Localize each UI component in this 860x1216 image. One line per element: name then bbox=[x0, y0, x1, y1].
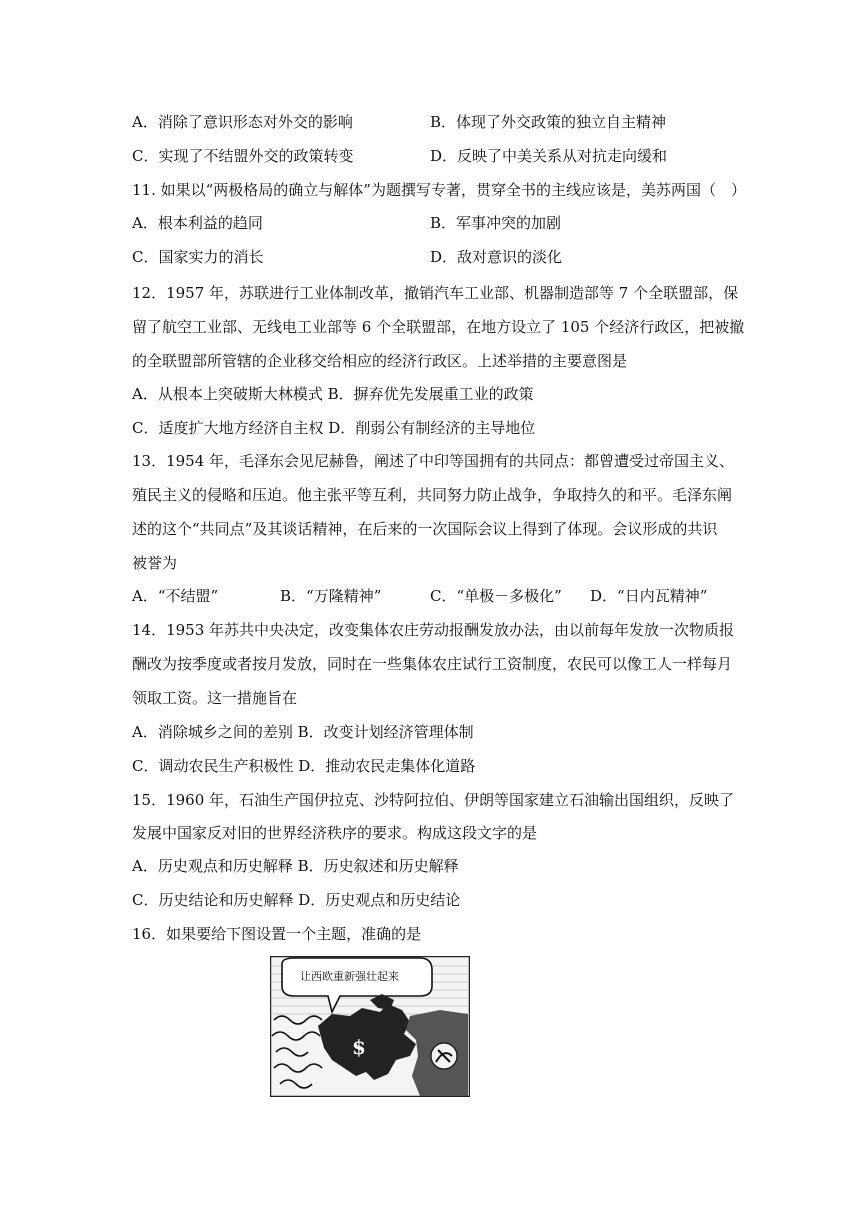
q14-options-ab: A．消除城乡之间的差别 B．改变计划经济管理体制 bbox=[132, 723, 474, 741]
q14-stem-line-2: 酬改为按季度或者按月发放，同时在一些集体农庄试行工资制度，农民可以像工人一样每月 bbox=[132, 655, 733, 673]
q16-stem: 16．如果要给下图设置一个主题，准确的是 bbox=[132, 925, 422, 943]
q15-stem-line-2: 发展中国家反对旧的世界经济秩序的要求。构成这段文字的是 bbox=[132, 824, 538, 842]
q14-options-cd: C．调动农民生产积极性 D．推动农民走集体化道路 bbox=[132, 757, 476, 775]
q11-option-a: A．根本利益的趋同 bbox=[132, 214, 263, 232]
q10-option-d: D．反映了中美关系从对抗走向缓和 bbox=[430, 147, 668, 165]
q13-stem-line-3: 述的这个“共同点”及其谈话精神，在后来的一次国际会议上得到了体现。会议形成的共识 bbox=[132, 520, 718, 538]
q13-option-d: D．“日内瓦精神” bbox=[590, 587, 708, 605]
cartoon-caption: 让西欧重新强壮起来 bbox=[300, 970, 399, 983]
q10-option-a: A．消除了意识形态对外交的影响 bbox=[132, 113, 353, 131]
q14-stem-line-1: 14．1953 年苏共中央决定，改变集体农庄劳动报酬发放办法，由以前每年发放一次物质报 bbox=[132, 621, 735, 639]
q13-option-c: C．“单极－多极化” bbox=[430, 587, 562, 605]
q15-options-ab: A．历史观点和历史解释 B．历史叙述和历史解释 bbox=[132, 857, 459, 875]
q13-stem-line-2: 殖民主义的侵略和压迫。他主张平等互利，共同努力防止战争，争取持久的和平。毛泽东阐 bbox=[132, 486, 733, 504]
dollar-sign: $ bbox=[352, 1035, 366, 1059]
q11-option-c: C．国家实力的消长 bbox=[132, 248, 264, 266]
q13-option-b: B．“万隆精神” bbox=[280, 587, 382, 605]
q10-option-b: B．体现了外交政策的独立自主精神 bbox=[430, 113, 667, 131]
q12-options-cd: C．适度扩大地方经济自主权 D．削弱公有制经济的主导地位 bbox=[132, 419, 536, 437]
q11-option-b: B．军事冲突的加剧 bbox=[430, 214, 562, 232]
q12-stem-line-1: 12．1957 年，苏联进行工业体制改革，撤销汽车工业部、机器制造部等 7 个全联盟部，保 bbox=[132, 284, 739, 302]
q12-stem-line-3: 的全联盟部所管辖的企业移交给相应的经济行政区。上述举措的主要意图是 bbox=[132, 352, 628, 370]
q15-stem-line-1: 15．1960 年，石油生产国伊拉克、沙特阿拉伯、伊朗等国家建立石油输出国组织，反映了 bbox=[132, 791, 735, 809]
q11-stem: 11. 如果以“两极格局的确立与解体”为题撰写专著，贯穿全书的主线应该是，美苏两国（ ） bbox=[132, 181, 746, 199]
q13-stem-line-1: 13．1954 年，毛泽东会见尼赫鲁，阐述了中印等国拥有的共同点：都曾遭受过帝国主义、 bbox=[132, 452, 735, 470]
q12-stem-line-2: 留了航空工业部、无线电工业部等 6 个全联盟部，在地方设立了 105 个经济行政区，把被撤 bbox=[132, 318, 745, 336]
q10-option-c: C．实现了不结盟外交的政策转变 bbox=[132, 147, 354, 165]
q14-stem-line-3: 领取工资。这一措施旨在 bbox=[132, 689, 298, 707]
q12-options-ab: A．从根本上突破斯大林模式 B．摒弃优先发展重工业的政策 bbox=[132, 385, 534, 403]
q13-stem-line-4: 被誉为 bbox=[132, 554, 178, 572]
q13-option-a: A．“不结盟” bbox=[132, 587, 219, 605]
q15-options-cd: C．历史结论和历史解释 D．历史观点和历史结论 bbox=[132, 891, 461, 909]
marshall-plan-cartoon bbox=[270, 956, 470, 1097]
q11-option-d: D．敌对意识的淡化 bbox=[430, 248, 563, 266]
